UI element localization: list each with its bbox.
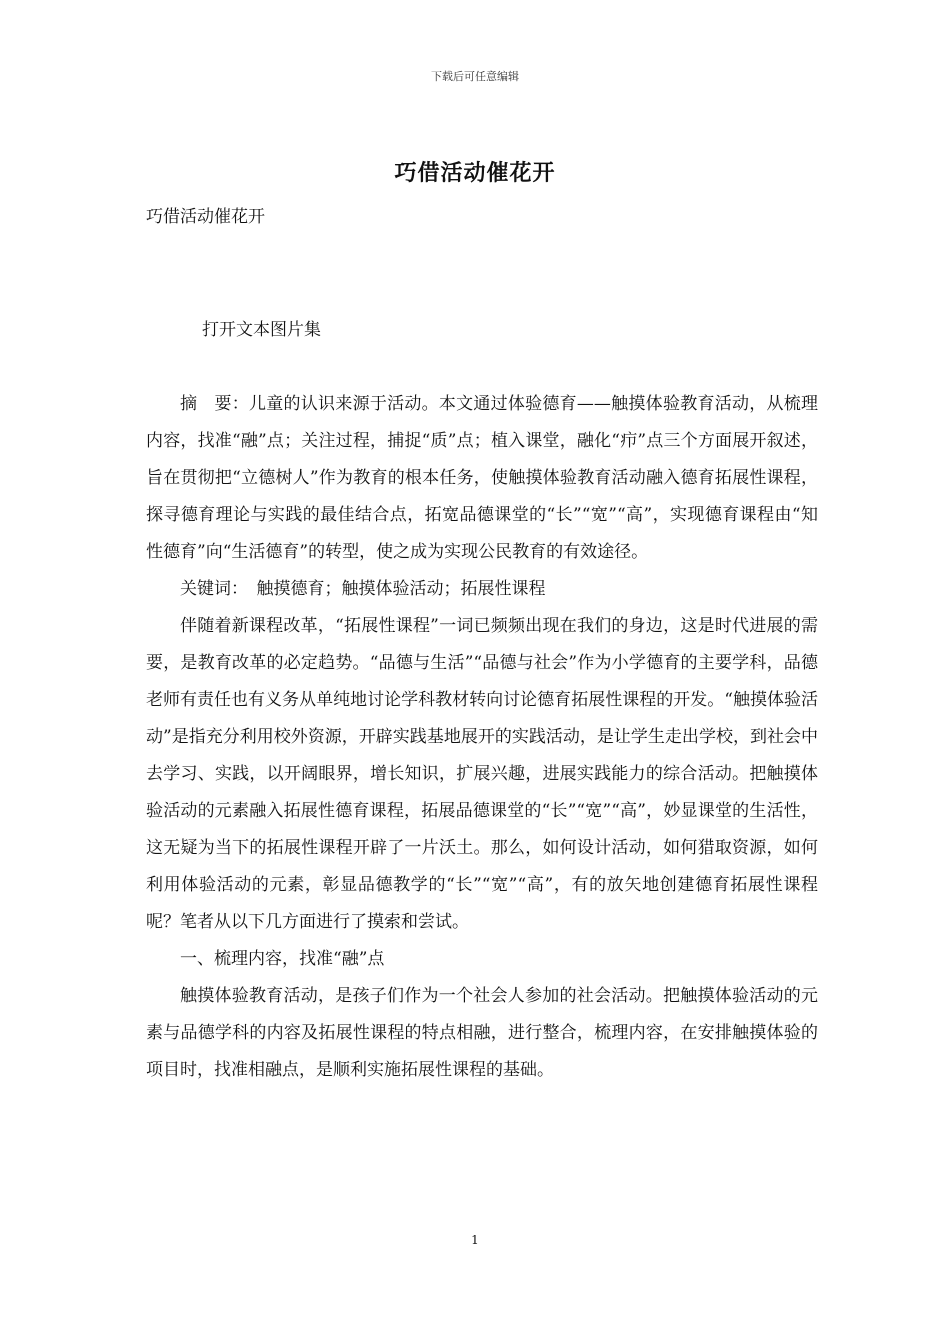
section-heading-1: 一、梳理内容，找准“融”点	[180, 949, 385, 969]
header-note: 下载后可任意编辑	[431, 70, 519, 83]
keywords-paragraph: 关键词： 触摸德育；触摸体验活动；拓展性课程	[180, 579, 546, 599]
section-1-paragraph: 触摸体验教育活动，是孩子们作为一个社会人参加的社会活动。把触摸体验活动的元素与品德学科的内容及拓展性课程的特点相融，进行整合，梳理内容，在安排触摸体验的项目时，找准相融点，是顺利实施拓展性课程的基础。	[146, 986, 818, 1080]
document-body	[146, 386, 818, 1089]
page-number: 1	[471, 1233, 479, 1247]
document-subtitle: 巧借活动催花开	[146, 207, 265, 227]
intro-paragraph: 伴随着新课程改革，“拓展性课程”一词已频频出现在我们的身边，这是时代进展的需要，是教育改革的必定趋势。“品德与生活”“品德与社会”作为小学德育的主要学科，品德老师有责任也有义务从单纯地讨论学科教材转向讨论德育拓展性课程的开发。“触摸体验活动”是指充分利用校外资源，开辟实践基地展开的实践活动，是让学生走出学校，到社会中去学习、实践，以开阔眼界，增长知识，扩展兴趣，进展实践能力的综合活动。把触摸体验活动的元素融入拓展性德育课程，拓展品德课堂的“长”“宽”“高”，妙显课堂的生活性，这无疑为当下的拓展性课程开辟了一片沃土。那么，如何设计活动，如何猎取资源，如何利用体验活动的元素，彰显品德教学的“长”“宽”“高”，有的放矢地创建德育拓展性课程呢？笔者从以下几方面进行了摸索和尝试。	[146, 616, 818, 932]
document-title: 巧借活动催花开	[394, 160, 556, 186]
open-image-gallery-link[interactable]: 打开文本图片集	[202, 320, 321, 340]
abstract-paragraph: 摘 要：儿童的认识来源于活动。本文通过体验德育——触摸体验教育活动，从梳理内容，找准“融”点；关注过程，捕捉“质”点；植入课堂，融化“疖”点三个方面展开叙述，旨在贯彻把“立德树人”作为教育的根本任务，使触摸体验教育活动融入德育拓展性课程，探寻德育理论与实践的最佳结合点，拓宽品德课堂的“长”“宽”“高”，实现德育课程由“知性德育”向“生活德育”的转型，使之成为实现公民教育的有效途径。	[146, 394, 818, 562]
